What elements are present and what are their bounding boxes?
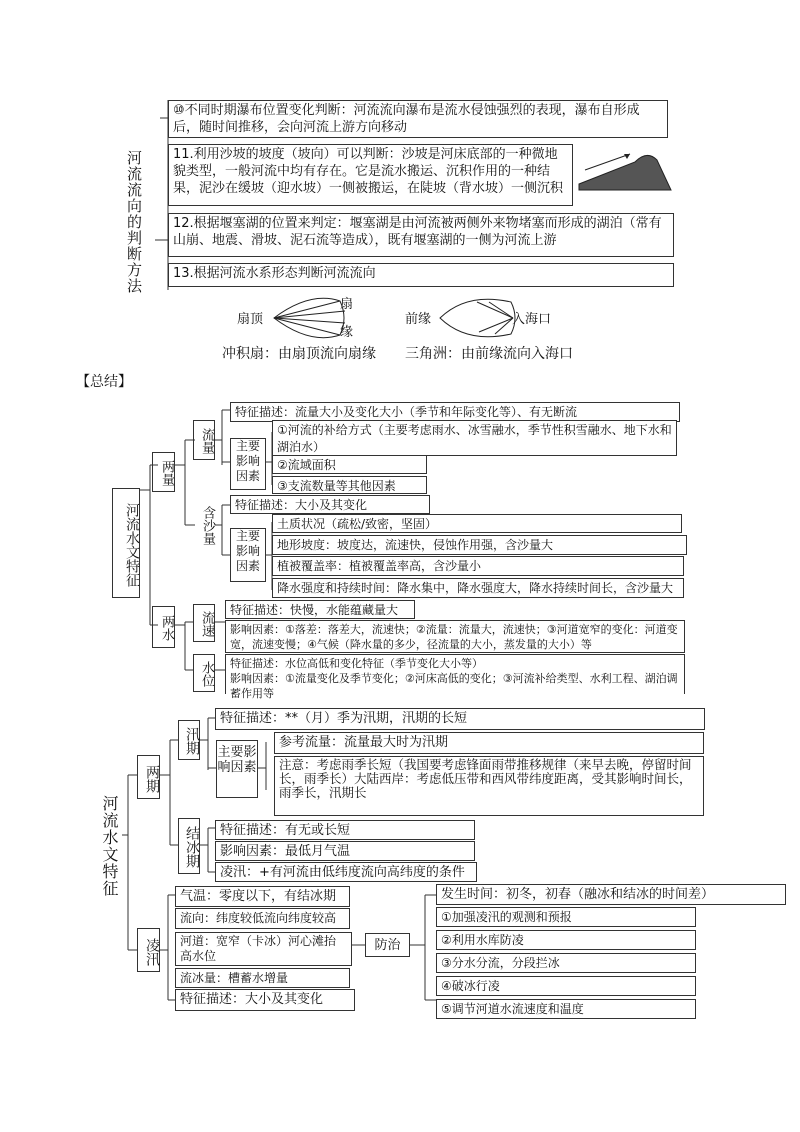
lingxun-label: 凌汛 [137, 928, 160, 972]
shuiwei-label: 水位 [193, 654, 215, 692]
fan-top-label: 扇顶 [237, 312, 264, 327]
delta-mouth-label: 入海口 [512, 312, 552, 327]
jiebing-item-1: 特征描述：有无或长短 [215, 820, 475, 840]
lingxun-cond-3: 河道：宽窄（卡冰）河心滩抬高水位 [175, 932, 352, 966]
method-11: 11.利用沙坡的坡度（坡向）可以判断：沙坡是河床底部的一种微地貌类型，一般河流中均有存在。它是流水搬运、沉积作用的一种结果，泥沙在缓坡（迎水坡）一侧被搬运，在陡坡（背水坡）一侧沉积 [168, 144, 573, 206]
delta-caption: 三角洲：由前缘流向入海口 [405, 346, 573, 362]
sand-slope-diagram [575, 140, 675, 200]
hansha-factor-2: 地形坡度：坡度达，流速快，侵蚀作用强，含沙量大 [272, 535, 687, 555]
liusu-factors: 影响因素：①落差：落差大，流速快；②流量：流量大，流速快；③河道宽窄的变化：河道变宽，流速变慢；④气候（降水量的多少，径流量的大小，蒸发量的大小）等 [225, 620, 685, 653]
lingxun-cond-4: 流冰量：槽蓄水增量 [175, 968, 350, 988]
liuliang-label: 流量 [193, 420, 215, 460]
delta-diagram [437, 298, 517, 340]
shuiwei-block [225, 654, 685, 700]
method-12: 12.根据堰塞湖的位置来判定：堰塞湖是由河流被两侧外来物堵塞而形成的湖泊（常有山崩、地震、滑坡、泥石流等造成），既有堰塞湖的一侧为河流上游 [168, 213, 674, 257]
lingxun-measure-1: ①加强凌汛的观测和预报 [436, 907, 696, 927]
part2-title: 河流水文特征 [100, 795, 119, 897]
liusu-feature: 特征描述：快慢，水能蕴藏量大 [225, 600, 415, 619]
jiebing-label: 结冰期 [178, 818, 200, 874]
liangqi-label: 两期 [137, 755, 160, 799]
hansha-factor-1: 土质状况（疏松/致密，坚固） [272, 514, 682, 533]
liuliang-factor-3: ③支流数量等其他因素 [272, 476, 427, 494]
xunqi-factor-label: 主要影响因素 [216, 740, 258, 798]
xunqi-factor-2: 注意：考虑雨季长短（我国要考虑锋面雨带推移规律（来早去晚，停留时间长，雨季长）大陆西岸：考虑低压带和西风带纬度距离，受其影响时间长，雨季长，汛期长 [274, 756, 704, 816]
method-10: ⑩不同时期瀑布位置变化判断：河流流向瀑布是流水侵蚀强烈的表现，瀑布自形成后，随时间推移，会向河流上游方向移动 [168, 100, 668, 138]
shuiwei-feature: 特征描述：水位高低和变化特征（季节变化大小等） [230, 657, 483, 670]
lingxun-cond-1: 气温：零度以下，有结冰期 [175, 886, 350, 907]
methods-title: 河流流向的判断方法 [125, 150, 143, 294]
fan-edge-label-1: 扇 [340, 297, 354, 312]
liuliang-factor-1: ①河流的补给方式（主要考虑雨水、冰雪融水，季节性积雪融水、地下水和湖泊水） [272, 420, 677, 456]
shuiwei-factors: 影响因素：①流量变化及季节变化；②河床高低的变化；③河流补给类型、水利工程、湖泊调蓄作用等 [230, 672, 678, 700]
xunqi-label: 汛期 [178, 720, 200, 760]
liuliang-factor-label: 主要影响因素 [230, 438, 266, 490]
lingxun-cond-2: 流向：纬度较低流向纬度较高 [175, 908, 350, 929]
jiebing-item-3: 凌汛：+有河流由低纬度流向高纬度的条件 [215, 862, 477, 882]
xunqi-factor-1: 参考流量：流量最大时为汛期 [274, 732, 704, 754]
fan-caption: 冲积扇：由扇顶流向扇缘 [222, 346, 376, 362]
lingxun-measure-3: ③分水分流，分段拦冰 [436, 953, 696, 973]
delta-front-label: 前缘 [405, 312, 432, 327]
hansha-factor-4: 降水强度和持续时间：降水集中，降水强度大，降水持续时间长，含沙量大 [272, 578, 684, 598]
liuliang-feature: 特征描述：流量大小及变化大小（季节和年际变化等）、有无断流 [230, 402, 680, 422]
method-13: 13.根据河流水系形态判断河流流向 [168, 263, 674, 287]
hansha-factor-label: 主要影响因素 [230, 528, 266, 582]
lingxun-measure-4: ④破冰行凌 [436, 976, 696, 996]
hansha-feature: 特征描述：大小及其变化 [230, 495, 430, 514]
part1-title: 河流水文特征 [112, 488, 140, 598]
fan-edge-label-2: 缘 [340, 325, 354, 340]
hansha-label: 含沙量 [200, 505, 215, 545]
liang-label: 两量 [152, 452, 175, 492]
lingxun-measure-0: 发生时间：初冬，初春（融冰和结冰的时间差） [436, 884, 786, 905]
lingxun-cond-5: 特征描述：大小及其变化 [175, 989, 355, 1011]
xunqi-feature: 特征描述：**（月）季为汛期，汛期的长短 [215, 708, 705, 730]
liuliang-factor-2: ②流域面积 [272, 455, 427, 474]
hansha-factor-3: 植被覆盖率：植被覆盖率高，含沙量小 [272, 556, 684, 576]
liangshui-label: 两水 [152, 606, 175, 648]
prevent-label: 防治 [365, 933, 410, 957]
jiebing-item-2: 影响因素：最低月气温 [215, 841, 475, 861]
lingxun-measure-5: ⑤调节河道水流速度和温度 [436, 999, 696, 1019]
alluvial-fan-diagram [270, 293, 345, 343]
summary-heading: 【总结】 [76, 374, 132, 390]
lingxun-measure-2: ②利用水库防凌 [436, 930, 696, 950]
liusu-label: 流速 [193, 604, 215, 642]
